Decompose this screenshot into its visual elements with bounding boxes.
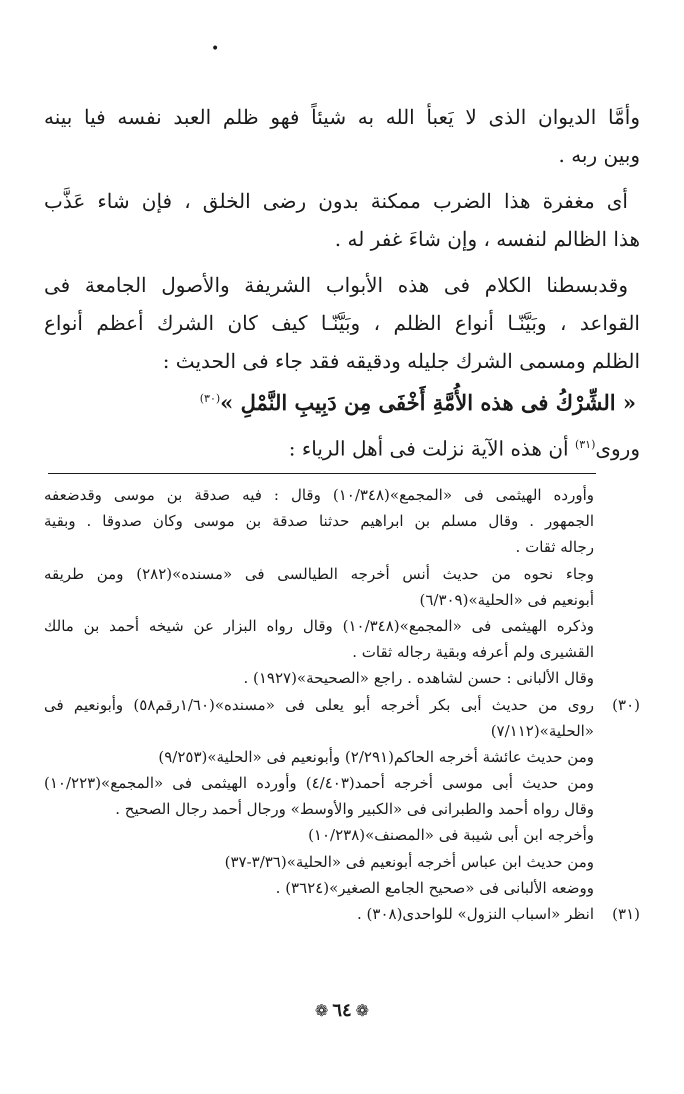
footnote-line: ومن حديث ابن عباس أخرجه أبونعيم فى «الحلية»(٣/٣٦-٣٧) <box>224 852 594 871</box>
footnote-line: أبونعيم فى «الحلية»(٦/٣٠٩) <box>419 590 594 609</box>
footnote-line: وقال رواه أحمد والطبرانى فى «الكبير والأوسط» ورجال أحمد رجال الصحيح . <box>115 800 594 819</box>
hadith-quote <box>44 380 640 418</box>
footnote-line: وجاء نحوه من حديث أنس أخرجه الطيالسى فى «مسنده»(٢٨٢) ومن طريقه <box>44 564 594 583</box>
footnote-line: انظر «اسباب النزول» للواحدى(٣٠٨) . <box>357 905 594 923</box>
footnote-30 <box>44 692 640 902</box>
footnote-line: ومن حديث أبى موسى أخرجه أحمد(٤/٤٠٣) وأورده الهيثمى فى «المجمع»(١٠/٢٢٣) <box>44 774 594 793</box>
footnote-line: روى من حديث أبى بكر أخرجه أبو يعلى فى «مسنده»(١/٦٠رقم٥٨) وأبونعيم فى <box>44 695 594 714</box>
footnote-line: القشيرى ولم أعرفه وبقية رجاله ثقات . <box>352 643 594 662</box>
ornament-right-icon: ❁ <box>355 1001 370 1020</box>
closing-text-end: أن هذه الآية نزلت فى أهل الرياء : <box>288 436 575 461</box>
footnote-line: وأورده الهيثمى فى «المجمع»(١٠/٣٤٨) وقال : فيه صدقة بن موسى وقدضعفه <box>44 486 594 504</box>
page-number <box>0 1000 684 1022</box>
footnote-line: وقال الألبانى : حسن لشاهده . راجع «الصحيحة»(١٩٢٧) . <box>243 669 594 688</box>
ornament-left-icon: ❁ <box>314 1001 329 1020</box>
main-line: القواعد ، وبَيَّنّـا أنواع الظلم ، وبَيَّنّـا كيف كان الشرك أعظم أنواع <box>44 311 640 335</box>
footnote-31 <box>44 901 640 927</box>
print-mark: • <box>211 41 220 57</box>
main-line: وقدبسطنا الكلام فى هذه الأبواب الشريفة والأصول الجامعة فى <box>44 273 628 297</box>
main-line: أى مغفرة هذا الضرب ممكنة بدون رضى الخلق ، فإن شاء عَذَّب <box>44 189 628 213</box>
main-line: الظلم ومسمى الشرك جليله ودقيقه فقد جاء فى الحديث : <box>162 349 640 373</box>
footnote-divider <box>48 473 596 474</box>
footnote-line: الجمهور . وقال مسلم بن ابراهيم حدثنا صدقة بن موسى وكان صدوقا . وبقية <box>44 512 594 531</box>
footnote-line: «الحلية»(٧/١١٢) <box>490 721 594 740</box>
footnote-line: وأخرجه ابن أبى شيبة فى «المصنف»(١٠/٢٣٨) <box>308 826 594 845</box>
footnote-ref-30: (٣٠) <box>199 392 221 405</box>
hadith-text: « الشِّرْكُ فى هذه الأُمَّةِ أَخْفَى مِن دَبِيبِ النَّمْلِ » <box>220 390 636 415</box>
closing-line <box>44 426 640 464</box>
closing-text-start: وروى <box>595 436 640 461</box>
main-text <box>44 98 640 464</box>
main-line: وبين ربه . <box>558 143 640 167</box>
footnote-continuation <box>44 482 640 692</box>
main-line: وأمَّا الديوان الذى لا يَعبأ الله به شيئاً فهو ظلم العبد نفسه فيا بينه <box>44 105 640 129</box>
footnote-number: (٣٠) <box>612 695 640 714</box>
footnote-number: (٣١) <box>612 905 640 923</box>
page-number-value: ٦٤ <box>332 1000 352 1021</box>
footnote-line: ومن حديث عائشة أخرجه الحاكم(٢/٢٩١) وأبونعيم فى «الحلية»(٩/٢٥٣) <box>158 747 594 766</box>
footnote-ref-31: (٣١) <box>574 438 596 451</box>
main-line: هذا الظالم لنفسه ، وإن شاءَ غفر له . <box>334 227 640 251</box>
footnote-line: ووضعه الألبانى فى «صحيح الجامع الصغير»(٣٦٢٤) . <box>275 878 594 897</box>
footnote-line: وذكره الهيثمى فى «المجمع»(١٠/٣٤٨) وقال رواه البزار عن شيخه أحمد بن مالك <box>44 616 594 635</box>
footnote-line: رجاله ثقات . <box>515 538 594 557</box>
footnotes <box>44 482 640 927</box>
